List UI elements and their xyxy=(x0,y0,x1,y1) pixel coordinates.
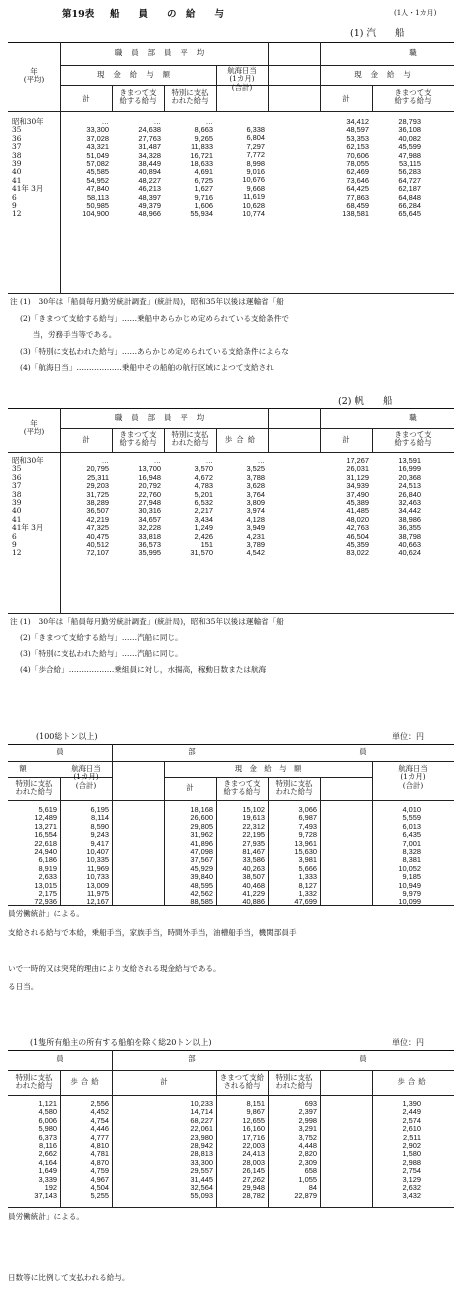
section1-group-right: 職 xyxy=(409,48,417,57)
data-column: 1,121 4,580 6,006 5,980 6,373 8,116 2,662 4,164 1,649 3,339 192 37,143 xyxy=(34,1099,57,1201)
note-line: 注 (1) 30年は「船員毎月勤労統計調査」(統計局)，昭和35年以後は運輸省「船 xyxy=(10,297,284,306)
col-special: 特別に支払 われた給与 xyxy=(171,88,209,106)
col-special: 特別に支払 われた給与 xyxy=(15,1073,53,1091)
note-line: (3)「特別に支払われた給与」……あらかじめ定められている支給条件によらな xyxy=(10,347,289,356)
year-column: 昭和30年 35 36 37 38 39 40 41 41年 3月 6 9 12 xyxy=(12,117,44,219)
section3-group-mid: 部 xyxy=(188,747,196,756)
col-total: 計 xyxy=(186,783,194,792)
data-column: … 8,663 9,265 11,833 16,721 18,633 4,691 6,725 1,627 9,716 1,606 55,934 xyxy=(190,117,213,219)
data-column: … 20,795 25,311 29,203 31,725 38,289 36,507 42,219 47,325 40,475 40,512 72,107 xyxy=(86,456,109,558)
year-header: 年 (平均) xyxy=(23,67,45,85)
note-line: (4)「航海日当」………………乗船中その船舶の航行区域によつて支給され xyxy=(10,363,274,372)
page-title: 船 員 の 給 与 xyxy=(110,9,225,20)
year-header: 年 (平均) xyxy=(23,419,45,437)
data-column: 8,151 9,867 12,655 16,160 17,716 22,003 24,413 28,003 26,145 27,262 29,948 28,782 xyxy=(242,1099,265,1201)
note-line: いで一時的又は突発的理由により支給される現金給与である。 xyxy=(8,964,221,973)
data-column: 18,168 26,600 29,805 31,962 41,896 47,098 37,567 45,929 39,840 48,595 42,562 88,585 xyxy=(190,805,213,907)
col-fixed: きまつて支 給する給与 xyxy=(119,430,157,448)
col-total: 計 xyxy=(82,94,90,103)
data-column: 3,066 6,987 7,493 9,728 13,961 15,630 3,981 5,666 1,333 8,127 1,332 47,699 xyxy=(294,805,317,907)
note-line: (4)「歩合給」………………乗組員に対し，水揚高，稼動日数または航海 xyxy=(10,665,267,674)
section3-caption: (100総トン以上) xyxy=(36,732,98,741)
col-special-right: 特別に支払 われた給与 xyxy=(275,779,313,797)
col-fixed: きまつて支 給する給与 xyxy=(119,88,157,106)
section1-subtitle: (1) 汽 船 xyxy=(350,28,405,39)
data-column: 6,195 8,114 8,590 9,243 9,417 10,407 10,335 11,969 10,733 13,009 11,975 12,167 xyxy=(86,805,109,907)
note-line: 員労働統計」による。 xyxy=(8,1212,84,1221)
note-line: 支給される給与で本給，乗船手当，家族手当，時間外手当，油槽船手当，機関部員手 xyxy=(8,928,297,937)
section4-group-right: 員 xyxy=(359,1054,367,1063)
col-piece-rate: 歩合給 xyxy=(224,435,260,444)
table-number: 第19表 xyxy=(62,9,95,20)
amount-header: 額 xyxy=(19,764,27,773)
note-line: 注 (1) 30年は「船員毎月勤労統計調査」(統計局)，昭和35年以後は運輸省「船 xyxy=(10,617,284,626)
data-column: 17,267 26,031 31,129 34,939 37,490 45,389 41,485 48,020 42,763 46,504 45,359 83,022 xyxy=(346,456,369,558)
section4-caption: (1隻所有船主の所有する船舶を除く総20トン以上) xyxy=(30,1038,212,1047)
note-line: 当，労務手当等である。 xyxy=(10,330,117,339)
col-special-right: 特別に支払 われた給与 xyxy=(275,1073,313,1091)
note-line: 員労働統計」による。 xyxy=(8,909,84,918)
cash-header-right: 現金給与 xyxy=(354,70,420,79)
unit-note: (1人・1カ月) xyxy=(394,9,437,17)
col-total: 計 xyxy=(82,435,90,444)
data-column: 13,591 16,999 20,368 24,513 26,840 32,463 34,442 38,986 36,355 38,798 40,663 40,624 xyxy=(398,456,421,558)
data-column: … 3,525 3,788 3,628 3,764 3,809 3,974 4,128 3,949 4,231 3,789 4,542 xyxy=(246,456,265,558)
data-column: … 33,300 37,028 43,321 51,049 57,082 45,585 54,952 47,840 58,113 50,985 104,900 xyxy=(82,117,109,219)
col-special: 特別に支払 われた給与 xyxy=(15,779,53,797)
data-column: 28,793 36,108 40,082 45,599 47,988 53,115 56,283 64,727 62,187 64,848 66,284 65,645 xyxy=(398,117,421,219)
col-total: 計 xyxy=(160,1077,168,1086)
voyage-allowance-header-right: 航海日当 (1カ月) (合計) xyxy=(398,764,428,790)
voyage-allowance-header: 航海日当 (1カ月) (合計) xyxy=(71,764,101,790)
data-column: … 13,700 16,948 20,792 22,760 27,948 30,316 34,657 32,228 33,818 36,573 35,995 xyxy=(138,456,161,558)
note-line: る日当。 xyxy=(8,982,39,991)
col-total-right: 計 xyxy=(342,435,350,444)
cash-header: 現 金 給 与 額 xyxy=(234,764,302,773)
col-piece-rate-right: 歩合給 xyxy=(397,1077,429,1086)
data-column: 4,010 5,559 6,013 6,435 7,001 8,328 8,381 10,052 9,185 10,949 9,979 10,099 xyxy=(398,805,421,907)
voyage-allowance-header: 航海日当 (1カ月) (合計) xyxy=(227,66,257,92)
data-column: 693 2,397 2,998 3,291 3,752 4,448 2,820 2,309 658 1,055 84 22,879 xyxy=(294,1099,317,1201)
data-column: … 24,638 27,763 31,487 34,328 38,449 40,894 48,227 46,213 48,397 49,379 48,966 xyxy=(138,117,161,219)
section2-subtitle: (2) 帆 船 xyxy=(338,396,393,407)
section4-group-mid: 部 xyxy=(188,1054,196,1063)
section2-group-left: 職員部員平均 xyxy=(114,413,214,422)
note-line: (3)「特別に支払われた給与」……汽船に同じ。 xyxy=(10,649,183,658)
cash-header: 現金給与額 xyxy=(97,70,179,79)
col-fixed: きまつて支 給する給与 xyxy=(223,779,261,797)
section3-group-right: 員 xyxy=(359,747,367,756)
note-line: (2)「きまつて支給する給与」……乗船中あらかじめ定められている支給条件で xyxy=(10,314,289,323)
section1-group-left: 職員部員平均 xyxy=(114,48,214,57)
year-column: 昭和30年 35 36 37 38 39 40 41 41年 3月 6 9 12 xyxy=(12,456,44,558)
note-line: (2)「きまつて支給する給与」……汽船に同じ。 xyxy=(10,633,183,642)
section3-unit: 単位：円 xyxy=(392,732,424,741)
col-total-right: 計 xyxy=(342,94,350,103)
data-column: 1,390 2,449 2,574 2,610 2,511 2,902 1,580 2,988 2,754 3,129 2,632 3,432 xyxy=(402,1099,421,1201)
data-column: … 3,570 4,672 4,783 5,201 6,532 2,217 3,434 1,249 2,426 151 31,570 xyxy=(190,456,213,558)
col-piece-rate: 歩合給 xyxy=(70,1077,102,1086)
data-column: 15,102 19,613 22,312 22,195 27,935 81,467 33,586 40,263 38,507 40,468 41,229 40,886 xyxy=(242,805,265,907)
col-special: 特別に支払 われた給与 xyxy=(171,430,209,448)
data-column: 2,556 4,452 4,754 4,446 4,777 4,810 4,781 4,870 4,759 4,967 4,504 5,255 xyxy=(90,1099,109,1201)
col-fixed: きまつて支給 される給与 xyxy=(219,1073,265,1091)
data-column: 5,619 12,489 13,271 16,554 22,618 24,940 6,186 8,919 2,633 13,015 2,175 72,936 xyxy=(34,805,57,907)
data-column: 6,338 6,804 7,297 7,772 8,998 9,016 10,676 9,668 11,619 10,628 10,774 xyxy=(242,125,265,219)
data-column: 34,412 48,597 53,353 62,153 70,606 78,055 62,469 73,646 64,425 77,863 68,459 138,581 xyxy=(342,117,369,219)
section4-group-left: 員 xyxy=(56,1054,64,1063)
col-fixed-right: きまつて支 給する給与 xyxy=(394,430,432,448)
section2-group-right: 職 xyxy=(409,413,417,422)
col-fixed-right: きまつて支 給する給与 xyxy=(394,88,432,106)
data-column: 10,233 14,714 68,227 22,061 23,980 28,942 28,813 33,300 29,557 31,445 32,564 55,093 xyxy=(190,1099,213,1201)
section3-group-left: 員 xyxy=(56,747,64,756)
section4-unit: 単位：円 xyxy=(392,1038,424,1047)
note-line: 日数等に比例して支払われる給与。 xyxy=(8,1273,130,1282)
